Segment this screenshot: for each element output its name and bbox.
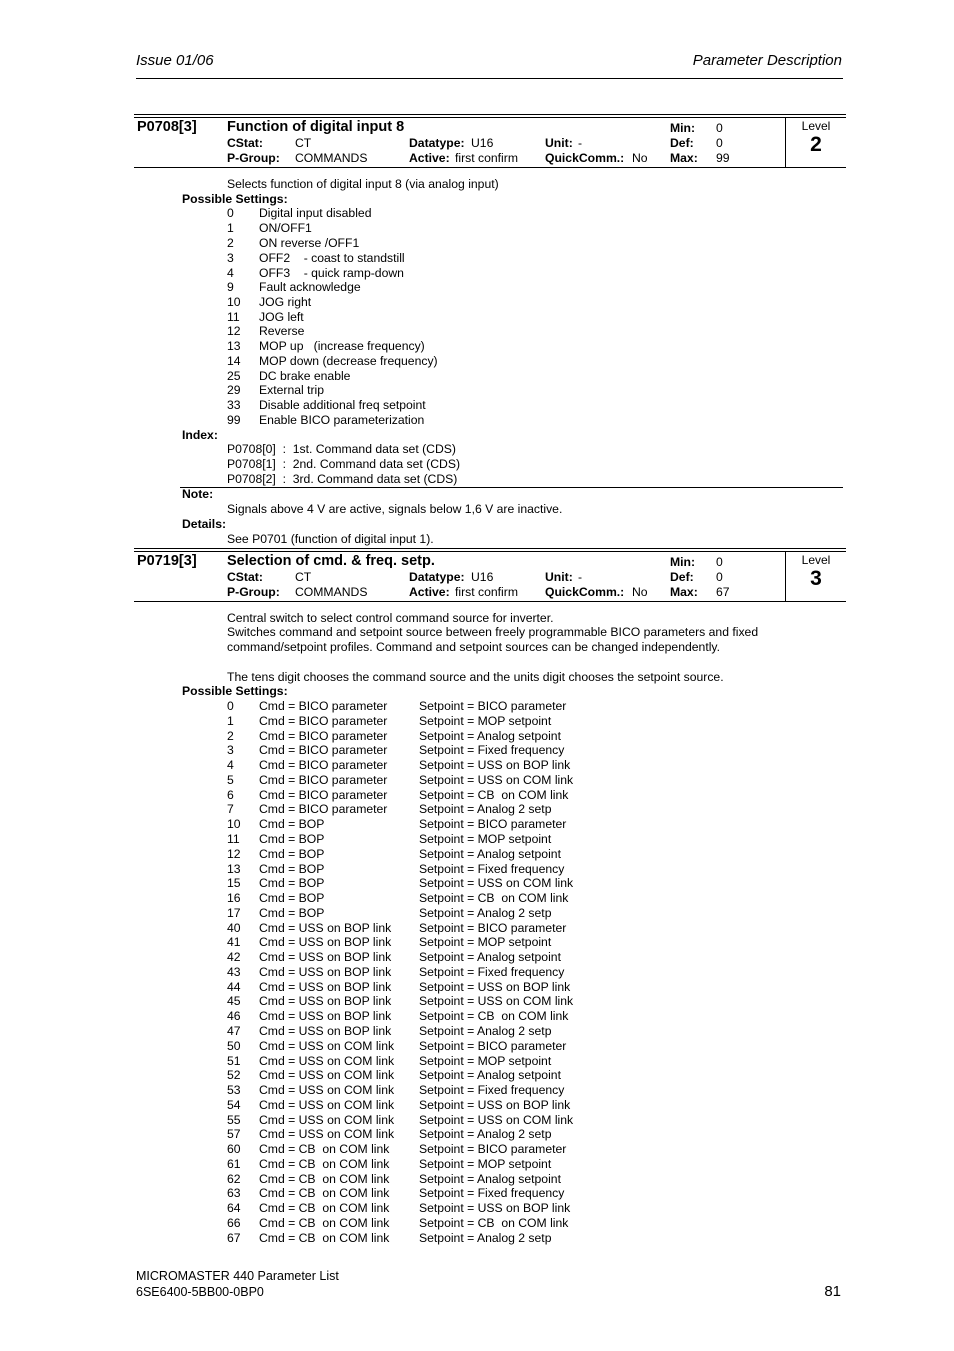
def-value: 0	[716, 570, 723, 584]
setting-command: Cmd = USS on BOP link	[259, 994, 392, 1009]
setting-number: 11	[227, 310, 240, 324]
setting-command: Cmd = BICO parameter	[259, 743, 388, 758]
setting-number: 67	[227, 1230, 241, 1245]
setting-row	[227, 1054, 827, 1069]
active-value: first confirm	[455, 151, 518, 165]
param-header-p0719	[134, 551, 846, 602]
setting-row	[227, 699, 827, 714]
level-value: 3	[810, 566, 822, 590]
setting-number: 45	[227, 994, 241, 1009]
setting-command: Cmd = USS on COM link	[259, 1068, 395, 1083]
setting-number: 11	[227, 831, 240, 846]
setting-row	[227, 398, 827, 413]
setting-number: 2	[227, 236, 234, 250]
setting-setpoint: Setpoint = Analog 2 setp	[419, 1023, 552, 1038]
setting-text: Disable additional freq setpoint	[259, 398, 426, 412]
divider	[134, 548, 846, 549]
setting-text: ON/OFF1	[259, 221, 312, 235]
setting-number: 0	[227, 699, 234, 713]
setting-number: 54	[227, 1097, 241, 1112]
setting-command: Cmd = BICO parameter	[259, 713, 388, 728]
setting-number: 60	[227, 1142, 241, 1157]
setting-setpoint: Setpoint = USS on COM link	[419, 994, 574, 1009]
setting-row	[227, 1113, 827, 1128]
setting-number: 10	[227, 817, 241, 832]
datatype-value: U16	[471, 570, 494, 584]
setting-setpoint: Setpoint = Analog setpoint	[419, 728, 561, 743]
setting-text: Reverse	[259, 324, 305, 338]
setting-number: 10	[227, 295, 241, 309]
setting-command: Cmd = USS on BOP link	[259, 1023, 392, 1038]
setting-number: 29	[227, 383, 241, 397]
setting-command: Cmd = BOP	[259, 846, 325, 861]
possible-settings-label: Possible Settings:	[182, 192, 288, 206]
setting-command: Cmd = CB on COM link	[259, 1171, 390, 1186]
setting-command: Cmd = USS on COM link	[259, 1112, 395, 1127]
setting-number: 13	[227, 861, 241, 876]
unit-label: Unit:	[545, 136, 573, 150]
setting-row	[227, 266, 827, 281]
setting-number: 0	[227, 206, 234, 220]
setting-number: 99	[227, 413, 241, 427]
details-label: Details:	[182, 517, 227, 531]
setting-number: 61	[227, 1156, 241, 1171]
setting-row	[227, 369, 827, 384]
setting-setpoint: Setpoint = Analog 2 setp	[419, 802, 552, 817]
setting-command: Cmd = CB on COM link	[259, 1201, 390, 1216]
cstat-value: CT	[295, 570, 312, 584]
setting-row	[227, 729, 827, 744]
setting-number: 40	[227, 920, 241, 935]
setting-number: 57	[227, 1127, 241, 1142]
setting-row	[227, 324, 827, 339]
setting-row	[227, 891, 827, 906]
possible-settings-label: Possible Settings:	[182, 684, 288, 698]
param-description: The tens digit chooses the command source and the units digit chooses the setpoint source.	[227, 670, 724, 684]
setting-setpoint: Setpoint = BICO parameter	[419, 817, 567, 832]
setting-number: 47	[227, 1023, 241, 1038]
setting-command: Cmd = BICO parameter	[259, 787, 388, 802]
setting-text: JOG left	[259, 310, 304, 324]
setting-command: Cmd = USS on BOP link	[259, 964, 392, 979]
setting-setpoint: Setpoint = CB on COM link	[419, 1215, 569, 1230]
setting-row	[227, 1216, 827, 1231]
setting-setpoint: Setpoint = MOP setpoint	[419, 713, 552, 728]
setting-row	[227, 1186, 827, 1201]
header-rule	[136, 78, 843, 79]
setting-number: 1	[227, 221, 234, 235]
setting-command: Cmd = CB on COM link	[259, 1156, 390, 1171]
header-section-title: Parameter Description	[692, 52, 842, 69]
setting-setpoint: Setpoint = CB on COM link	[419, 1009, 569, 1024]
setting-number: 41	[227, 935, 241, 950]
quickcomm-value: No	[632, 585, 648, 599]
details-text: See P0701 (function of digital input 1).	[227, 532, 434, 546]
setting-text: External trip	[259, 383, 325, 397]
setting-row	[227, 876, 827, 891]
setting-row	[227, 950, 827, 965]
setting-command: Cmd = USS on COM link	[259, 1038, 395, 1053]
pgroup-label: P-Group:	[227, 585, 280, 599]
setting-setpoint: Setpoint = USS on BOP link	[419, 979, 571, 994]
setting-setpoint: Setpoint = Analog setpoint	[419, 846, 561, 861]
setting-setpoint: Setpoint = BICO parameter	[419, 920, 567, 935]
quickcomm-label: QuickComm.:	[545, 151, 625, 165]
max-label: Max:	[670, 585, 698, 599]
setting-number: 50	[227, 1038, 241, 1053]
setting-text: MOP down (decrease frequency)	[259, 354, 438, 368]
setting-setpoint: Setpoint = Fixed frequency	[419, 1186, 565, 1201]
setting-row	[227, 921, 827, 936]
setting-setpoint: Setpoint = MOP setpoint	[419, 1053, 552, 1068]
setting-row	[227, 1039, 827, 1054]
setting-setpoint: Setpoint = Analog setpoint	[419, 1171, 561, 1186]
setting-number: 42	[227, 950, 241, 965]
setting-setpoint: Setpoint = BICO parameter	[419, 1038, 567, 1053]
setting-command: Cmd = BOP	[259, 891, 325, 905]
divider	[134, 114, 846, 115]
param-title: Function of digital input 8	[227, 119, 405, 135]
level-label: Level	[801, 119, 831, 133]
setting-row	[227, 1172, 827, 1187]
setting-row	[227, 1068, 827, 1083]
footer-order-number: 6SE6400-5BB00-0BP0	[136, 1285, 264, 1299]
setting-setpoint: Setpoint = MOP setpoint	[419, 1156, 552, 1171]
note-label: Note:	[182, 487, 214, 501]
setting-command: Cmd = CB on COM link	[259, 1215, 390, 1230]
setting-number: 4	[227, 758, 234, 773]
max-label: Max:	[670, 151, 698, 165]
datatype-label: Datatype:	[409, 570, 465, 584]
setting-number: 17	[227, 905, 241, 920]
setting-command: Cmd = USS on BOP link	[259, 1009, 392, 1024]
min-value: 0	[716, 121, 723, 135]
setting-setpoint: Setpoint = USS on BOP link	[419, 758, 571, 773]
setting-number: 62	[227, 1171, 241, 1186]
setting-number: 7	[227, 802, 234, 817]
setting-setpoint: Setpoint = Fixed frequency	[419, 1083, 565, 1097]
setting-number: 16	[227, 891, 241, 905]
setting-row	[227, 413, 827, 428]
setting-text: DC brake enable	[259, 369, 351, 383]
setting-number: 33	[227, 398, 241, 412]
setting-row	[227, 980, 827, 995]
active-label: Active:	[409, 585, 450, 599]
max-value: 67	[716, 585, 730, 599]
setting-number: 52	[227, 1068, 241, 1083]
setting-number: 1	[227, 713, 234, 728]
setting-row	[227, 354, 827, 369]
setting-number: 2	[227, 728, 234, 743]
param-id: P0708[3]	[137, 119, 197, 135]
setting-setpoint: Setpoint = USS on COM link	[419, 876, 574, 891]
setting-row	[227, 773, 827, 788]
def-label: Def:	[670, 136, 694, 150]
min-label: Min:	[670, 555, 696, 569]
setting-number: 12	[227, 324, 241, 338]
setting-text: JOG right	[259, 295, 312, 309]
cstat-label: CStat:	[227, 570, 263, 584]
setting-setpoint: Setpoint = Analog setpoint	[419, 1068, 561, 1083]
setting-number: 43	[227, 964, 241, 979]
setting-row	[227, 1098, 827, 1113]
setting-setpoint: Setpoint = Analog 2 setp	[419, 1230, 552, 1245]
setting-setpoint: Setpoint = USS on BOP link	[419, 1201, 571, 1216]
setting-row	[227, 965, 827, 980]
setting-row	[227, 935, 827, 950]
setting-command: Cmd = USS on BOP link	[259, 920, 392, 935]
setting-command: Cmd = CB on COM link	[259, 1142, 390, 1157]
setting-setpoint: Setpoint = Fixed frequency	[419, 743, 565, 758]
setting-command: Cmd = BOP	[259, 876, 325, 891]
setting-row	[227, 221, 827, 236]
setting-number: 5	[227, 772, 234, 787]
setting-number: 44	[227, 979, 241, 994]
setting-row	[227, 1083, 827, 1098]
setting-row	[227, 295, 827, 310]
setting-number: 3	[227, 743, 234, 758]
max-value: 99	[716, 151, 730, 165]
index-entry: P0708[1] : 2nd. Command data set (CDS)	[227, 457, 461, 471]
setting-row	[227, 236, 827, 251]
setting-row	[227, 251, 827, 266]
setting-setpoint: Setpoint = BICO parameter	[419, 699, 567, 713]
setting-setpoint: Setpoint = Analog 2 setp	[419, 1127, 552, 1142]
level-label: Level	[801, 553, 831, 567]
setting-setpoint: Setpoint = USS on COM link	[419, 772, 574, 787]
setting-setpoint: Setpoint = CB on COM link	[419, 891, 569, 905]
setting-command: Cmd = BICO parameter	[259, 699, 388, 713]
def-value: 0	[716, 136, 723, 150]
setting-command: Cmd = USS on BOP link	[259, 935, 392, 950]
setting-text: OFF3 - quick ramp-down	[259, 266, 404, 280]
index-label: Index:	[182, 428, 218, 442]
setting-number: 12	[227, 846, 241, 861]
setting-number: 25	[227, 369, 241, 383]
setting-setpoint: Setpoint = USS on BOP link	[419, 1097, 571, 1112]
divider	[180, 487, 843, 488]
setting-number: 66	[227, 1215, 241, 1230]
setting-setpoint: Setpoint = MOP setpoint	[419, 935, 552, 950]
setting-command: Cmd = BOP	[259, 831, 325, 846]
setting-setpoint: Setpoint = Fixed frequency	[419, 964, 565, 979]
setting-command: Cmd = USS on BOP link	[259, 950, 392, 965]
setting-command: Cmd = USS on BOP link	[259, 979, 392, 994]
setting-command: Cmd = BOP	[259, 817, 325, 832]
setting-row	[227, 1201, 827, 1216]
setting-setpoint: Setpoint = CB on COM link	[419, 787, 569, 802]
setting-row	[227, 1127, 827, 1142]
active-value: first confirm	[455, 585, 518, 599]
param-id: P0719[3]	[137, 553, 197, 569]
quickcomm-value: No	[632, 151, 648, 165]
datatype-value: U16	[471, 136, 494, 150]
active-label: Active:	[409, 151, 450, 165]
param-description: Selects function of digital input 8 (via analog input)	[227, 177, 499, 191]
setting-row	[227, 802, 827, 817]
setting-command: Cmd = BICO parameter	[259, 772, 388, 787]
setting-text: ON reverse /OFF1	[259, 236, 360, 250]
setting-command: Cmd = USS on COM link	[259, 1053, 395, 1068]
pgroup-label: P-Group:	[227, 151, 280, 165]
setting-setpoint: Setpoint = MOP setpoint	[419, 831, 552, 846]
param-description: command/setpoint profiles. Command and setpoint sources can be changed independently.	[227, 640, 720, 654]
setting-number: 46	[227, 1009, 241, 1024]
index-entry: P0708[0] : 1st. Command data set (CDS)	[227, 442, 456, 456]
page-number: 81	[824, 1283, 841, 1300]
setting-number: 55	[227, 1112, 241, 1127]
setting-row	[227, 714, 827, 729]
level-box	[785, 551, 846, 601]
setting-row	[227, 1024, 827, 1039]
setting-command: Cmd = USS on COM link	[259, 1127, 395, 1142]
setting-number: 14	[227, 354, 241, 368]
cstat-value: CT	[295, 136, 312, 150]
setting-number: 3	[227, 251, 234, 265]
level-value: 2	[810, 132, 822, 156]
setting-command: Cmd = USS on COM link	[259, 1097, 395, 1112]
setting-number: 13	[227, 339, 241, 353]
setting-setpoint: Setpoint = BICO parameter	[419, 1142, 567, 1157]
unit-label: Unit:	[545, 570, 573, 584]
index-entry: P0708[2] : 3rd. Command data set (CDS)	[227, 472, 458, 486]
setting-setpoint: Setpoint = Analog setpoint	[419, 950, 561, 965]
setting-command: Cmd = BICO parameter	[259, 758, 388, 773]
setting-number: 6	[227, 787, 234, 802]
level-box	[785, 117, 846, 167]
min-value: 0	[716, 555, 723, 569]
setting-number: 53	[227, 1083, 241, 1097]
setting-row	[227, 310, 827, 325]
setting-row	[227, 1009, 827, 1024]
setting-number: 4	[227, 266, 234, 280]
setting-command: Cmd = BICO parameter	[259, 802, 388, 817]
setting-row	[227, 1231, 827, 1246]
quickcomm-label: QuickComm.:	[545, 585, 625, 599]
setting-text: Fault acknowledge	[259, 280, 361, 294]
note-text: Signals above 4 V are active, signals below 1,6 V are inactive.	[227, 502, 563, 516]
setting-row	[227, 832, 827, 847]
setting-command: Cmd = USS on COM link	[259, 1083, 395, 1097]
unit-value: -	[578, 570, 583, 584]
param-title: Selection of cmd. & freq. setp.	[227, 553, 435, 569]
setting-number: 63	[227, 1186, 241, 1201]
setting-command: Cmd = BICO parameter	[259, 728, 388, 743]
setting-row	[227, 1142, 827, 1157]
setting-row	[227, 383, 827, 398]
min-label: Min:	[670, 121, 696, 135]
header-issue: Issue 01/06	[136, 52, 214, 69]
setting-row	[227, 743, 827, 758]
setting-text: MOP up (increase frequency)	[259, 339, 425, 353]
datatype-label: Datatype:	[409, 136, 465, 150]
setting-row	[227, 280, 827, 295]
setting-row	[227, 1157, 827, 1172]
setting-number: 15	[227, 876, 241, 891]
pgroup-value: COMMANDS	[295, 151, 368, 165]
footer-product: MICROMASTER 440 Parameter List	[136, 1269, 339, 1283]
setting-setpoint: Setpoint = USS on COM link	[419, 1112, 574, 1127]
setting-command: Cmd = BOP	[259, 861, 325, 876]
setting-row	[227, 339, 827, 354]
setting-text: Digital input disabled	[259, 206, 372, 220]
param-description: Central switch to select control command source for inverter.	[227, 611, 554, 625]
def-label: Def:	[670, 570, 694, 584]
setting-command: Cmd = BOP	[259, 905, 325, 920]
cstat-label: CStat:	[227, 136, 263, 150]
setting-row	[227, 906, 827, 921]
unit-value: -	[578, 136, 583, 150]
setting-row	[227, 862, 827, 877]
setting-text: OFF2 - coast to standstill	[259, 251, 405, 265]
setting-row	[227, 817, 827, 832]
pgroup-value: COMMANDS	[295, 585, 368, 599]
setting-setpoint: Setpoint = Analog 2 setp	[419, 905, 552, 920]
setting-setpoint: Setpoint = Fixed frequency	[419, 861, 565, 876]
setting-command: Cmd = CB on COM link	[259, 1230, 390, 1245]
setting-text: Enable BICO parameterization	[259, 413, 425, 427]
setting-number: 9	[227, 280, 234, 294]
setting-row	[227, 206, 827, 221]
setting-row	[227, 994, 827, 1009]
setting-row	[227, 788, 827, 803]
setting-row	[227, 758, 827, 773]
setting-command: Cmd = CB on COM link	[259, 1186, 390, 1201]
setting-row	[227, 847, 827, 862]
setting-number: 64	[227, 1201, 241, 1216]
param-header-p0708	[134, 117, 846, 168]
param-description: Switches command and setpoint source between freely programmable BICO parameters and fixed	[227, 625, 759, 639]
setting-number: 51	[227, 1053, 241, 1068]
